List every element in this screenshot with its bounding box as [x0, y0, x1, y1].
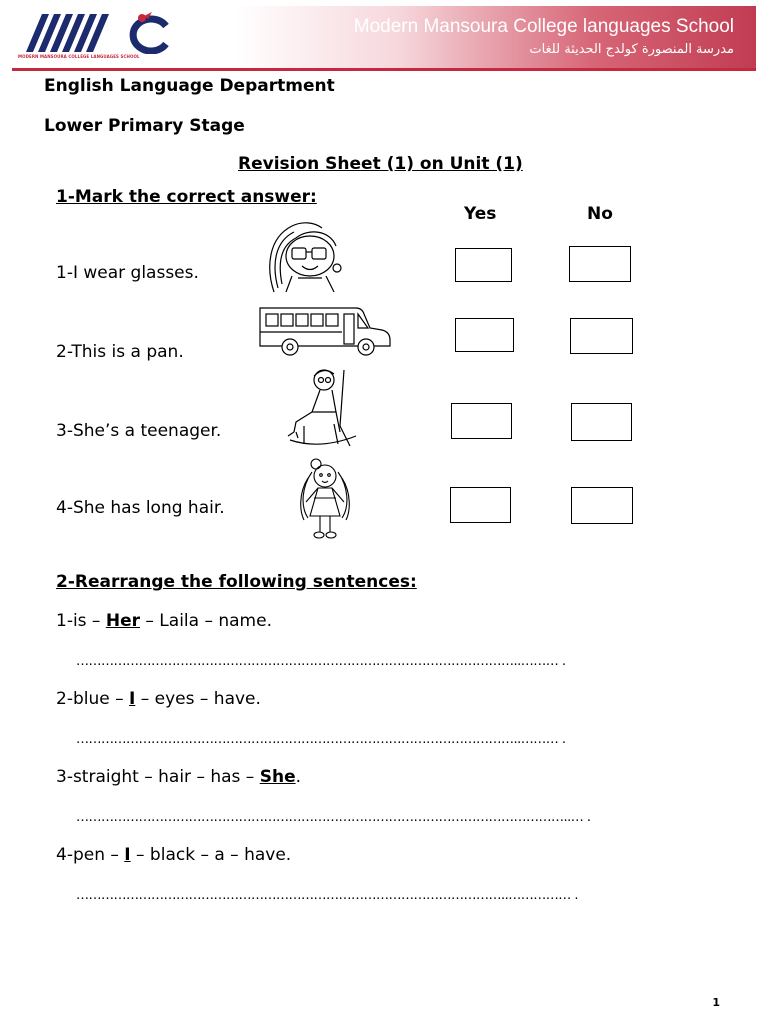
q2-item-1-answer-line[interactable]: ……………………………………………………………………………………………..……… . [76, 654, 566, 669]
q2-item-2-answer-line[interactable]: ……………………………………………………………………………………………..……… . [76, 732, 566, 747]
q2-item-4-before: 4-pen – [56, 845, 125, 865]
q1-item-4-yes-box[interactable] [450, 487, 511, 523]
department-heading: English Language Department [44, 76, 335, 96]
q2-item-2-key-word: I [129, 689, 136, 709]
q2-item-1-key-word: Her [105, 611, 140, 631]
q2-item-4-answer-line[interactable]: …………………………………………………………………………………………..…………… . [76, 888, 579, 903]
no-column-header: No [587, 204, 613, 224]
sheet-title: Revision Sheet (1) on Unit (1) [238, 154, 523, 174]
school-name-arabic: مدرسة المنصورة كولدج الحديثة للغات [529, 42, 734, 57]
q1-item-1-yes-box[interactable] [455, 248, 512, 282]
child-with-glasses-image [262, 218, 346, 294]
q2-item-1-before: 1-is – [56, 611, 106, 631]
yes-column-header: Yes [464, 204, 497, 224]
q2-item-3 [56, 767, 301, 787]
q2-item-2-after: – eyes – have. [135, 689, 261, 709]
q1-item-1: 1-I wear glasses. [56, 263, 199, 283]
q1-item-1-no-box[interactable] [569, 246, 631, 282]
q2-item-3-answer-line[interactable]: ………………………………………………………………………………………………………..… . [76, 810, 591, 825]
q2-item-3-before: 3-straight – hair – has – [56, 767, 260, 787]
q1-title: 1-Mark the correct answer: [56, 187, 317, 207]
q2-item-1-after: – Laila – name. [140, 611, 272, 631]
q2-item-1 [56, 611, 272, 631]
q1-item-3: 3-She’s a teenager. [56, 421, 222, 441]
school-bus-image [256, 302, 396, 358]
q2-item-4-after: – black – a – have. [130, 845, 292, 865]
school-logo [16, 10, 176, 54]
q2-item-4-key-word: I [124, 845, 131, 865]
school-name-english: Modern Mansoura College languages School [353, 16, 734, 37]
q2-item-3-after: . [295, 767, 302, 787]
header-banner [12, 6, 756, 71]
q1-item-4-no-box[interactable] [571, 487, 633, 524]
q2-item-3-key-word: She [259, 767, 296, 787]
q1-item-2-no-box[interactable] [570, 318, 633, 354]
logo-caption: MODERN MANSOURA COLLEGE LANGUAGES SCHOOL [18, 54, 140, 59]
q2-item-4 [56, 845, 291, 865]
stage-heading: Lower Primary Stage [44, 116, 245, 136]
q1-item-2-yes-box[interactable] [455, 318, 514, 352]
page-number: 1 [712, 996, 720, 1009]
q1-item-3-yes-box[interactable] [451, 403, 512, 439]
q1-item-3-no-box[interactable] [571, 403, 632, 441]
q1-item-2: 2-This is a pan. [56, 342, 184, 362]
q2-item-2 [56, 689, 261, 709]
girl-long-hair-image [294, 456, 356, 542]
q1-item-4: 4-She has long hair. [56, 498, 225, 518]
q2-item-2-before: 2-blue – [56, 689, 130, 709]
old-woman-rocking-chair-image [284, 366, 368, 448]
q2-title: 2-Rearrange the following sentences: [56, 572, 417, 592]
